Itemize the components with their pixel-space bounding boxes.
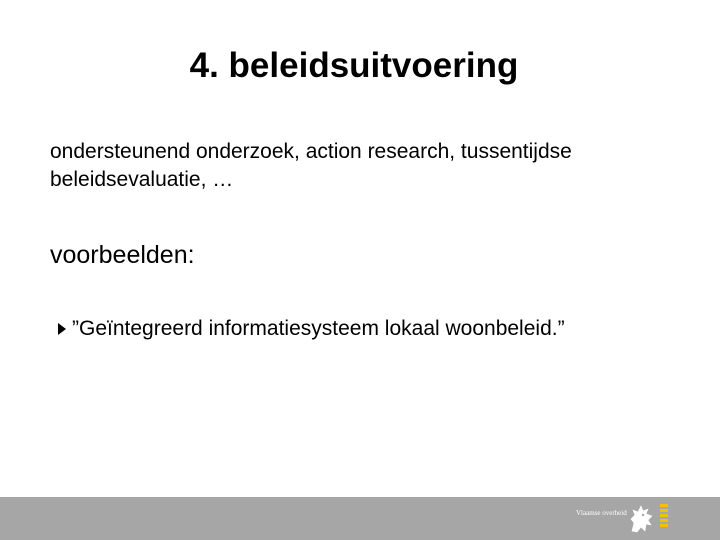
- footer-bar: [0, 497, 720, 540]
- example-list-item: [58, 314, 565, 344]
- flemish-lion-icon: [628, 503, 656, 535]
- examples-heading: voorbeelden:: [50, 241, 195, 269]
- triangle-right-icon: [58, 323, 66, 335]
- intro-line-1: ondersteunend onderzoek, action research, tussentijdse: [50, 140, 572, 163]
- stripes-icon: [660, 504, 668, 530]
- logo-text: Vlaamse overheid: [576, 509, 627, 517]
- intro-text: [50, 138, 690, 194]
- intro-line-2: beleidsevaluatie, …: [50, 168, 234, 191]
- slide-title: 4. beleidsuitvoering: [189, 46, 519, 85]
- example-item-text: ”Geïntegreerd informatiesysteem lokaal woonbeleid.”: [72, 317, 565, 340]
